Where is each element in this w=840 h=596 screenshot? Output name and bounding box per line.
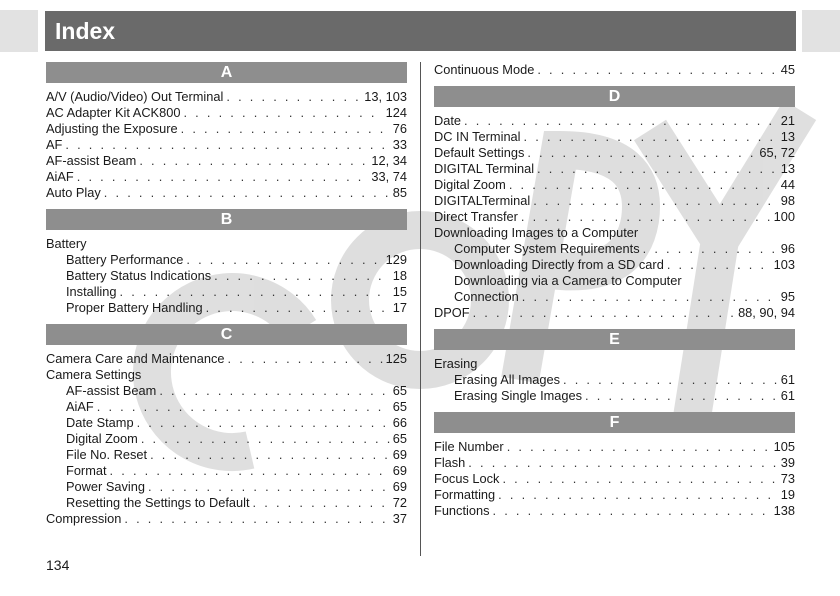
- index-section-b: [46, 209, 407, 324]
- dot-leader: [139, 153, 368, 169]
- entry-pages: 96: [780, 241, 795, 256]
- entry-term: AiAF: [66, 399, 94, 414]
- dot-leader: [120, 284, 390, 300]
- entry-term: Adjusting the Exposure: [46, 121, 178, 136]
- index-entry: [434, 145, 795, 161]
- entry-term: Battery: [46, 236, 87, 251]
- index-entry: [434, 356, 795, 372]
- entry-pages: 72: [392, 495, 407, 510]
- entry-pages: 13: [780, 161, 795, 176]
- dot-leader: [104, 185, 390, 201]
- index-entry: [46, 169, 407, 185]
- entry-term: Erasing All Images: [454, 372, 560, 387]
- index-entry: [434, 305, 795, 321]
- index-section-continued: [434, 62, 795, 86]
- dot-leader: [473, 305, 736, 321]
- entry-pages: 66: [392, 415, 407, 430]
- dot-leader: [502, 471, 777, 487]
- index-entry: [434, 471, 795, 487]
- index-subentry: [46, 431, 407, 447]
- dot-leader: [533, 193, 778, 209]
- index-entry: [46, 153, 407, 169]
- index-subentry: [434, 273, 795, 289]
- entry-term: Downloading Directly from a SD card: [454, 257, 664, 272]
- entry-term: Direct Transfer: [434, 209, 518, 224]
- entry-pages: 103: [773, 257, 795, 272]
- dot-leader: [521, 209, 771, 225]
- index-entry: [46, 105, 407, 121]
- dot-leader: [253, 495, 390, 511]
- entry-pages: 19: [780, 487, 795, 502]
- entry-term: File No. Reset: [66, 447, 148, 462]
- index-subentry: [434, 257, 795, 273]
- index-subentry: [46, 415, 407, 431]
- page-title: Index: [45, 11, 796, 51]
- index-subentry: [46, 463, 407, 479]
- dot-leader: [124, 511, 389, 527]
- entry-term: DIGITAL Terminal: [434, 161, 535, 176]
- index-entry: [434, 439, 795, 455]
- index-entry: [46, 137, 407, 153]
- entry-pages: 98: [780, 193, 795, 208]
- entry-pages: 44: [780, 177, 795, 192]
- entry-term: Auto Play: [46, 185, 101, 200]
- entry-pages: 21: [780, 113, 795, 128]
- dot-leader: [522, 289, 778, 305]
- entry-term: Battery Performance: [66, 252, 184, 267]
- dot-leader: [524, 129, 778, 145]
- dot-leader: [498, 487, 778, 503]
- index-section-c: [46, 324, 407, 527]
- index-subentry: [434, 372, 795, 388]
- entry-term: Compression: [46, 511, 122, 526]
- dot-leader: [468, 455, 777, 471]
- index-subentry: [46, 268, 407, 284]
- index-subentry: [434, 388, 795, 404]
- index-subentry: [434, 289, 795, 305]
- index-subentry: [46, 383, 407, 399]
- entry-term: A/V (Audio/Video) Out Terminal: [46, 89, 224, 104]
- entry-pages: 125: [385, 351, 407, 366]
- entry-term: Downloading via a Camera to Computer: [454, 273, 682, 288]
- dot-leader: [563, 372, 778, 388]
- entry-term: Resetting the Settings to Default: [66, 495, 250, 510]
- entry-term: Digital Zoom: [66, 431, 138, 446]
- index-entry: [46, 511, 407, 527]
- dot-leader: [77, 169, 369, 185]
- dot-leader: [214, 268, 390, 284]
- entry-term: Formatting: [434, 487, 496, 502]
- dot-leader: [537, 62, 777, 78]
- entry-pages: 69: [392, 463, 407, 478]
- entry-pages: 15: [392, 284, 407, 299]
- entry-term: Date Stamp: [66, 415, 134, 430]
- dot-leader: [110, 463, 390, 479]
- index-entry: [434, 113, 795, 129]
- index-subentry: [46, 479, 407, 495]
- index-entry: [434, 487, 795, 503]
- entry-pages: 85: [392, 185, 407, 200]
- entry-term: DPOF: [434, 305, 470, 320]
- index-entry: [434, 193, 795, 209]
- entry-term: Date: [434, 113, 462, 128]
- dot-leader: [667, 257, 771, 273]
- entry-pages: 17: [392, 300, 407, 315]
- index-subentry: [46, 300, 407, 316]
- entry-pages: 33: [392, 137, 407, 152]
- index-entry: [46, 89, 407, 105]
- section-letter-header: F: [434, 412, 795, 433]
- section-letter-header: A: [46, 62, 407, 83]
- index-subentry: [46, 495, 407, 511]
- entry-term: Power Saving: [66, 479, 145, 494]
- dot-leader: [181, 121, 390, 137]
- index-entry: [434, 161, 795, 177]
- index-section-e: [434, 329, 795, 412]
- entry-pages: 65, 72: [759, 145, 795, 160]
- dot-leader: [65, 137, 389, 153]
- entry-pages: 18: [392, 268, 407, 283]
- entry-term: Battery Status Indications: [66, 268, 212, 283]
- entry-pages: 76: [392, 121, 407, 136]
- index-subentry: [46, 447, 407, 463]
- dot-leader: [97, 399, 390, 415]
- section-letter-header: C: [46, 324, 407, 345]
- dot-leader: [643, 241, 778, 257]
- entry-term: DIGITALTerminal: [434, 193, 531, 208]
- entry-term: Erasing: [434, 356, 478, 371]
- index-subentry: [46, 284, 407, 300]
- entry-term: Erasing Single Images: [454, 388, 583, 403]
- entry-pages: 129: [385, 252, 407, 267]
- corner-tab-left: [0, 10, 38, 52]
- index-section-f: [434, 412, 795, 519]
- entry-term: File Number: [434, 439, 504, 454]
- entry-pages: 33, 74: [371, 169, 407, 184]
- index-entry: [434, 177, 795, 193]
- index-column-right: [434, 62, 795, 519]
- column-divider: [420, 62, 421, 556]
- dot-leader: [183, 105, 382, 121]
- entry-pages: 69: [392, 479, 407, 494]
- index-column-left: [46, 62, 407, 527]
- entry-pages: 37: [392, 511, 407, 526]
- index-subentry: [434, 241, 795, 257]
- dot-leader: [159, 383, 389, 399]
- dot-leader: [527, 145, 756, 161]
- index-section-d: [434, 86, 795, 329]
- index-entry: [46, 351, 407, 367]
- entry-pages: 124: [385, 105, 407, 120]
- dot-leader: [137, 415, 390, 431]
- entry-pages: 100: [773, 209, 795, 224]
- entry-term: Default Settings: [434, 145, 525, 160]
- dot-leader: [537, 161, 778, 177]
- index-entry: [46, 367, 407, 383]
- section-letter-header: E: [434, 329, 795, 350]
- entry-term: AF-assist Beam: [46, 153, 137, 168]
- entry-term: Flash: [434, 455, 466, 470]
- section-letter-header: D: [434, 86, 795, 107]
- entry-term: Functions: [434, 503, 490, 518]
- entry-term: Continuous Mode: [434, 62, 535, 77]
- dot-leader: [206, 300, 390, 316]
- entry-term: Digital Zoom: [434, 177, 506, 192]
- index-entry: [434, 503, 795, 519]
- entry-pages: 105: [773, 439, 795, 454]
- dot-leader: [226, 89, 361, 105]
- entry-term: Camera Care and Maintenance: [46, 351, 225, 366]
- entry-pages: 95: [780, 289, 795, 304]
- entry-term: Downloading Images to a Computer: [434, 225, 639, 240]
- dot-leader: [148, 479, 390, 495]
- index-subentry: [46, 399, 407, 415]
- entry-term: AF-assist Beam: [66, 383, 157, 398]
- dot-leader: [150, 447, 390, 463]
- entry-pages: 13, 103: [364, 89, 407, 104]
- index-entry: [46, 185, 407, 201]
- index-entry: [434, 62, 795, 78]
- index-section-a: [46, 62, 407, 209]
- index-entry: [434, 225, 795, 241]
- dot-leader: [509, 177, 778, 193]
- entry-pages: 138: [773, 503, 795, 518]
- entry-term: Focus Lock: [434, 471, 500, 486]
- entry-pages: 65: [392, 399, 407, 414]
- entry-term: AiAF: [46, 169, 74, 184]
- entry-term: Connection: [454, 289, 519, 304]
- index-entry: [434, 455, 795, 471]
- index-subentry: [46, 252, 407, 268]
- page-number: 134: [46, 557, 70, 573]
- entry-pages: 13: [780, 129, 795, 144]
- entry-term: DC IN Terminal: [434, 129, 521, 144]
- entry-term: AC Adapter Kit ACK800: [46, 105, 181, 120]
- entry-pages: 39: [780, 455, 795, 470]
- entry-pages: 69: [392, 447, 407, 462]
- section-letter-header: B: [46, 209, 407, 230]
- dot-leader: [492, 503, 770, 519]
- index-entry: [46, 236, 407, 252]
- dot-leader: [141, 431, 390, 447]
- dot-leader: [186, 252, 382, 268]
- entry-pages: 73: [780, 471, 795, 486]
- dot-leader: [464, 113, 778, 129]
- entry-pages: 65: [392, 383, 407, 398]
- corner-tab-right: [802, 10, 840, 52]
- entry-pages: 12, 34: [371, 153, 407, 168]
- entry-pages: 88, 90, 94: [738, 305, 795, 320]
- dot-leader: [507, 439, 771, 455]
- entry-pages: 61: [780, 388, 795, 403]
- index-entry: [434, 209, 795, 225]
- dot-leader: [228, 351, 383, 367]
- entry-term: Camera Settings: [46, 367, 142, 382]
- index-entry: [46, 121, 407, 137]
- entry-pages: 45: [780, 62, 795, 77]
- entry-term: Proper Battery Handling: [66, 300, 203, 315]
- entry-term: Format: [66, 463, 107, 478]
- entry-term: Computer System Requirements: [454, 241, 640, 256]
- entry-pages: 65: [392, 431, 407, 446]
- index-entry: [434, 129, 795, 145]
- entry-term: Installing: [66, 284, 117, 299]
- dot-leader: [585, 388, 778, 404]
- entry-pages: 61: [780, 372, 795, 387]
- entry-term: AF: [46, 137, 63, 152]
